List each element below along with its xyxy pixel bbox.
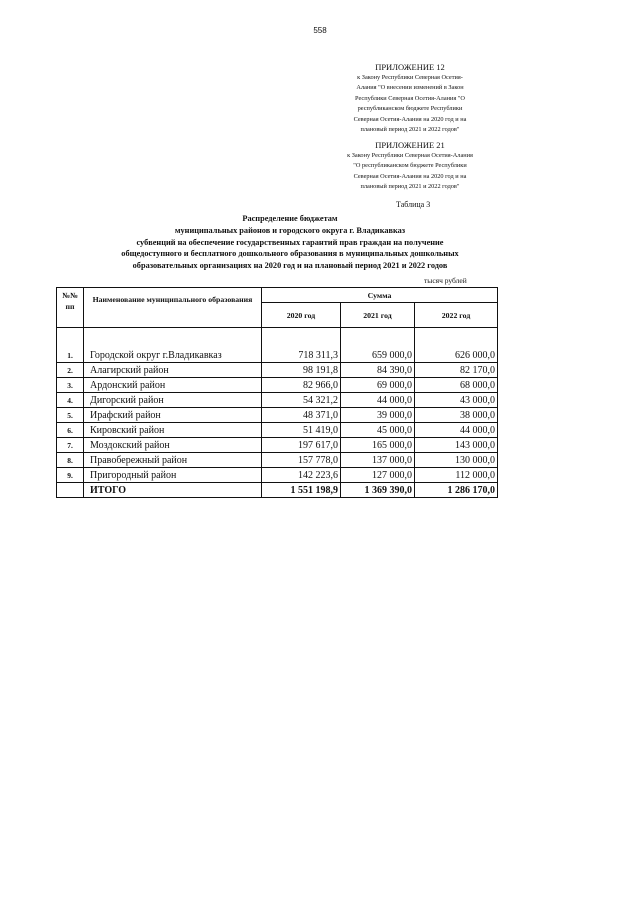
row-name: Правобережный район [84, 453, 262, 468]
appendix-21-block [330, 140, 490, 193]
row-value-2020: 82 966,0 [262, 378, 341, 393]
total-value-2020: 1 551 198,9 [262, 483, 341, 498]
row-value-2020: 51 419,0 [262, 423, 341, 438]
total-value-2022: 1 286 170,0 [415, 483, 498, 498]
row-value-2021: 69 000,0 [341, 378, 415, 393]
heading-line: субвенций на обеспечение государственных гарантий прав граждан на получение [136, 237, 444, 247]
row-value-2021: 44 000,0 [341, 393, 415, 408]
column-header-sum: Сумма [262, 288, 498, 303]
appendix-21-line: "О республиканском бюджете Республики [353, 162, 467, 169]
row-value-2020: 54 321,2 [262, 393, 341, 408]
table-row [57, 408, 498, 423]
row-number: 4. [57, 393, 84, 408]
units-label: тысяч рублей [424, 276, 467, 285]
row-value-2022: 44 000,0 [415, 423, 498, 438]
total-label: ИТОГО [84, 483, 262, 498]
row-value-2021: 659 000,0 [341, 348, 415, 363]
appendix-21-line: Северная Осетия-Алания на 2020 год и на [353, 172, 467, 180]
row-value-2022: 143 000,0 [415, 438, 498, 453]
appendix-21-title: ПРИЛОЖЕНИЕ 21 [375, 140, 445, 150]
table-total-row [57, 483, 498, 498]
row-name: Дигорский район [84, 393, 262, 408]
appendix-12-line: к Закону Республики Северная Осетия- [357, 73, 463, 81]
document-heading [60, 213, 520, 272]
row-number: 9. [57, 468, 84, 483]
heading-line: муниципальных районов и городского округа г. Владикавказ [174, 225, 406, 235]
column-header-number: №№ пп [57, 288, 84, 328]
row-name: Ирафский район [84, 408, 262, 423]
row-number: 2. [57, 363, 84, 378]
row-value-2021: 127 000,0 [341, 468, 415, 483]
row-value-2021: 84 390,0 [341, 363, 415, 378]
row-value-2020: 197 617,0 [262, 438, 341, 453]
row-value-2020: 48 371,0 [262, 408, 341, 423]
appendix-21-line: плановый период 2021 и 2022 годов" [360, 183, 460, 190]
row-value-2021: 39 000,0 [341, 408, 415, 423]
row-name: Ардонский район [84, 378, 262, 393]
table-row [57, 348, 498, 363]
heading-line: общедоступного и бесплатного дошкольного образования в муниципальных дошкольных [121, 249, 459, 259]
total-value-2021: 1 369 390,0 [341, 483, 415, 498]
table-row [57, 363, 498, 378]
row-number: 1. [57, 348, 84, 363]
table-spacer-row [57, 328, 498, 349]
row-value-2022: 38 000,0 [415, 408, 498, 423]
table-row [57, 423, 498, 438]
table-number: Таблица 3 [396, 200, 431, 209]
row-name: Кировский район [84, 423, 262, 438]
column-header-name: Наименование муниципального образования [84, 288, 262, 328]
row-value-2022: 82 170,0 [415, 363, 498, 378]
appendix-12-block [330, 62, 490, 136]
row-value-2022: 130 000,0 [415, 453, 498, 468]
appendix-12-title: ПРИЛОЖЕНИЕ 12 [375, 62, 445, 72]
row-value-2020: 98 191,8 [262, 363, 341, 378]
column-header-2020: 2020 год [262, 303, 341, 328]
row-number: 7. [57, 438, 84, 453]
heading-line: Распределение бюджетам [242, 214, 338, 223]
row-value-2020: 142 223,6 [262, 468, 341, 483]
appendix-12-line: республиканском бюджете Республики [357, 105, 463, 112]
appendix-12-line: Северная Осетия-Алания на 2020 год и на [353, 115, 467, 123]
row-value-2022: 112 000,0 [415, 468, 498, 483]
row-value-2020: 718 311,3 [262, 348, 341, 363]
column-header-2021: 2021 год [341, 303, 415, 328]
row-name: Моздокский район [84, 438, 262, 453]
row-number: 6. [57, 423, 84, 438]
row-value-2022: 68 000,0 [415, 378, 498, 393]
row-number: 8. [57, 453, 84, 468]
row-value-2021: 165 000,0 [341, 438, 415, 453]
table-row [57, 438, 498, 453]
row-number: 3. [57, 378, 84, 393]
row-number: 5. [57, 408, 84, 423]
row-name: Пригородный район [84, 468, 262, 483]
appendix-12-line: Алания "О внесении изменений в Закон [356, 84, 464, 91]
column-header-2022: 2022 год [415, 303, 498, 328]
appendix-21-line: к Закону Республики Северная Осетия-Алания [347, 151, 473, 159]
total-number-cell [57, 483, 84, 498]
table-row [57, 378, 498, 393]
table-row [57, 453, 498, 468]
row-name: Городской округ г.Владикавказ [84, 348, 262, 363]
row-value-2021: 45 000,0 [341, 423, 415, 438]
row-name: Алагирский район [84, 363, 262, 378]
row-value-2020: 157 778,0 [262, 453, 341, 468]
row-value-2022: 43 000,0 [415, 393, 498, 408]
table-row [57, 468, 498, 483]
table-row [57, 393, 498, 408]
heading-line: образовательных организациях на 2020 год и на плановый период 2021 и 2022 годов [132, 261, 448, 271]
appendix-12-line: Республики Северная Осетия-Алания "О [355, 94, 465, 102]
appendix-12-line: плановый период 2021 и 2022 годов" [360, 126, 460, 133]
subsidy-table [56, 287, 498, 498]
page-number: 558 [313, 26, 327, 35]
row-value-2021: 137 000,0 [341, 453, 415, 468]
row-value-2022: 626 000,0 [415, 348, 498, 363]
